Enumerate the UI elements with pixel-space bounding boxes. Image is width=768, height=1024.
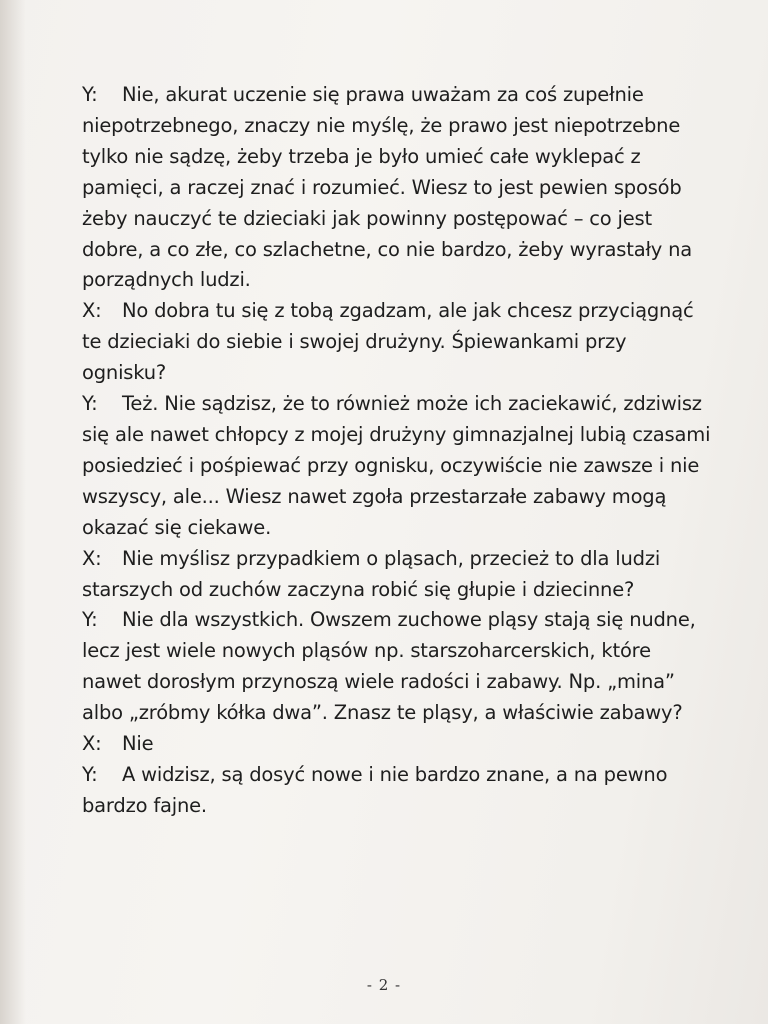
dialogue-body xyxy=(82,80,712,822)
dialogue-line xyxy=(82,605,712,729)
speaker-label: Y: xyxy=(82,83,98,106)
dialogue-text: Nie, akurat uczenie się prawa uważam za coś zupełnie niepotrzebnego, znaczy nie myślę, że prawo jest niepotrzebne tylko nie sądzę, żeby trzeba je było umieć całe wyklepać z pamięci, a raczej znać i rozumieć. Wiesz to jest pewien sposób żeby nauczyć te dzieciaki jak powinny postępować – co jest dobre, a co złe, co szlachetne, co nie bardzo, żeby wyrastały na porządnych ludzi. xyxy=(82,83,693,292)
dialogue-text: No dobra tu się z tobą zgadzam, ale jak chcesz przyciągnąć te dzieciaki do siebie i swojej drużyny. Śpiewankami przy ognisku? xyxy=(82,299,694,385)
speaker-label: Y: xyxy=(82,608,98,632)
dialogue-line xyxy=(82,544,712,606)
dialogue-line xyxy=(82,389,712,544)
dialogue-line xyxy=(82,80,712,296)
speaker-label: Y: xyxy=(82,392,98,416)
dialogue-text: Nie dla wszystkich. Owszem zuchowe pląsy stają się nudne, lecz jest wiele nowych pląsów np. starszoharcerskich, które nawet dorosłym przynoszą wiele radości i zabawy. Np. „mina” albo „zróbmy kółka dwa”. Znasz te pląsy, a właściwie zabawy? xyxy=(82,608,696,725)
page-edge-shadow xyxy=(0,0,26,1024)
speaker-label: Y: xyxy=(82,762,98,786)
speaker-label: X: xyxy=(82,546,102,570)
dialogue-text: Też. Nie sądzisz, że to również może ich zaciekawić, zdziwisz się ale nawet chłopcy z mojej drużyny gimnazjalnej lubią czasami posiedzieć i pośpiewać przy ognisku, oczywiście nie zawsze i nie wszyscy, ale... Wiesz nawet zgoła przestarzałe zabawy mogą okazać się ciekawe. xyxy=(82,392,711,539)
page-number: - 2 - xyxy=(366,976,402,994)
dialogue-line xyxy=(82,296,712,389)
speaker-label: X: xyxy=(82,299,102,323)
dialogue-text: Nie myślisz przypadkiem o pląsach, przecież to dla ludzi starszych od zuchów zaczyna robić się głupie i dziecinne? xyxy=(82,546,661,601)
dialogue-line xyxy=(82,760,712,822)
dialogue-line xyxy=(82,729,712,760)
dialogue-text: Nie xyxy=(122,732,154,756)
dialogue-text: A widzisz, są dosyć nowe i nie bardzo znane, a na pewno bardzo fajne. xyxy=(82,762,668,817)
speaker-label: X: xyxy=(82,732,102,756)
